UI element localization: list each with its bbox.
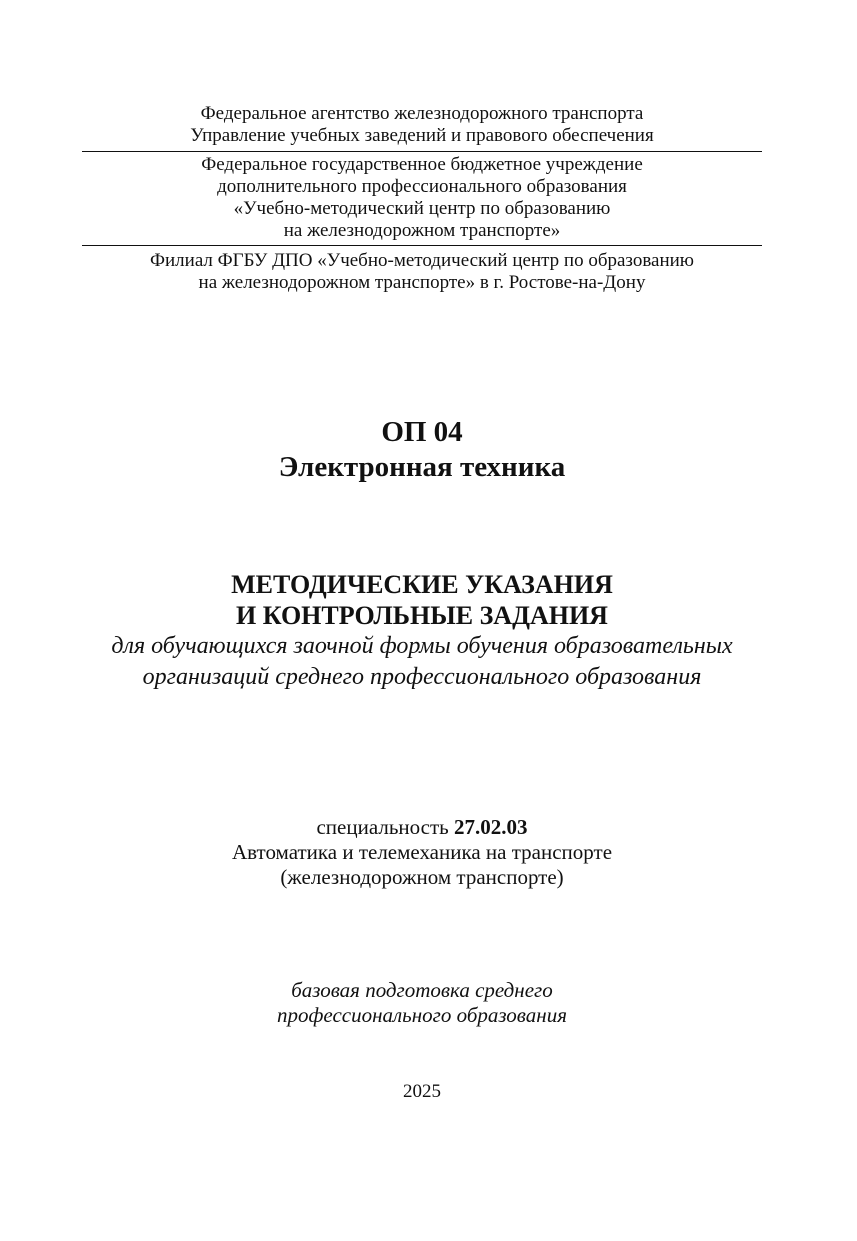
publication-year: 2025 — [403, 1081, 441, 1102]
agency-name: Федеральное агентство железнодорожного транспорта — [200, 103, 644, 124]
institution-block — [82, 154, 762, 242]
department-name: Управление учебных заведений и правового обеспечения — [190, 125, 654, 146]
specialty-name-line: (железнодорожном транспорте) — [280, 865, 564, 889]
institution-line: на железнодорожном транспорте» — [283, 220, 561, 241]
branch-block — [82, 250, 762, 294]
audience-line: организаций среднего профессионального образования — [142, 664, 702, 690]
specialty-name-line: Автоматика и телемеханика на транспорте — [231, 840, 613, 864]
institution-line: Федеральное государственное бюджетное учреждение — [201, 154, 643, 175]
specialty-prefix: специальность — [316, 815, 454, 839]
training-level-block — [82, 978, 762, 1028]
course-code: ОП 04 — [381, 416, 463, 448]
divider-line — [82, 245, 762, 246]
training-level-line: профессионального образования — [277, 1003, 567, 1027]
document-type-block — [82, 569, 762, 693]
audience-line: для обучающихся заочной формы обучения образовательных — [111, 633, 733, 659]
divider-line — [82, 151, 762, 152]
specialty-code: 27.02.03 — [454, 815, 528, 839]
document-type-line: МЕТОДИЧЕСКИЕ УКАЗАНИЯ — [231, 570, 613, 599]
branch-line: на железнодорожном транспорте» в г. Ростове-на-Дону — [198, 272, 646, 293]
agency-block — [82, 103, 762, 147]
training-level-line: базовая подготовка среднего — [291, 978, 553, 1002]
institution-line: дополнительного профессионального образования — [217, 176, 627, 197]
year-block — [82, 1080, 762, 1104]
course-name: Электронная техника — [278, 451, 566, 483]
specialty-line — [82, 815, 762, 840]
course-block — [82, 415, 762, 485]
document-type-line: И КОНТРОЛЬНЫЕ ЗАДАНИЯ — [236, 601, 608, 630]
specialty-block — [82, 815, 762, 890]
institution-line: «Учебно-методический центр по образованию — [233, 198, 611, 219]
branch-line: Филиал ФГБУ ДПО «Учебно-методический центр по образованию — [149, 250, 694, 271]
